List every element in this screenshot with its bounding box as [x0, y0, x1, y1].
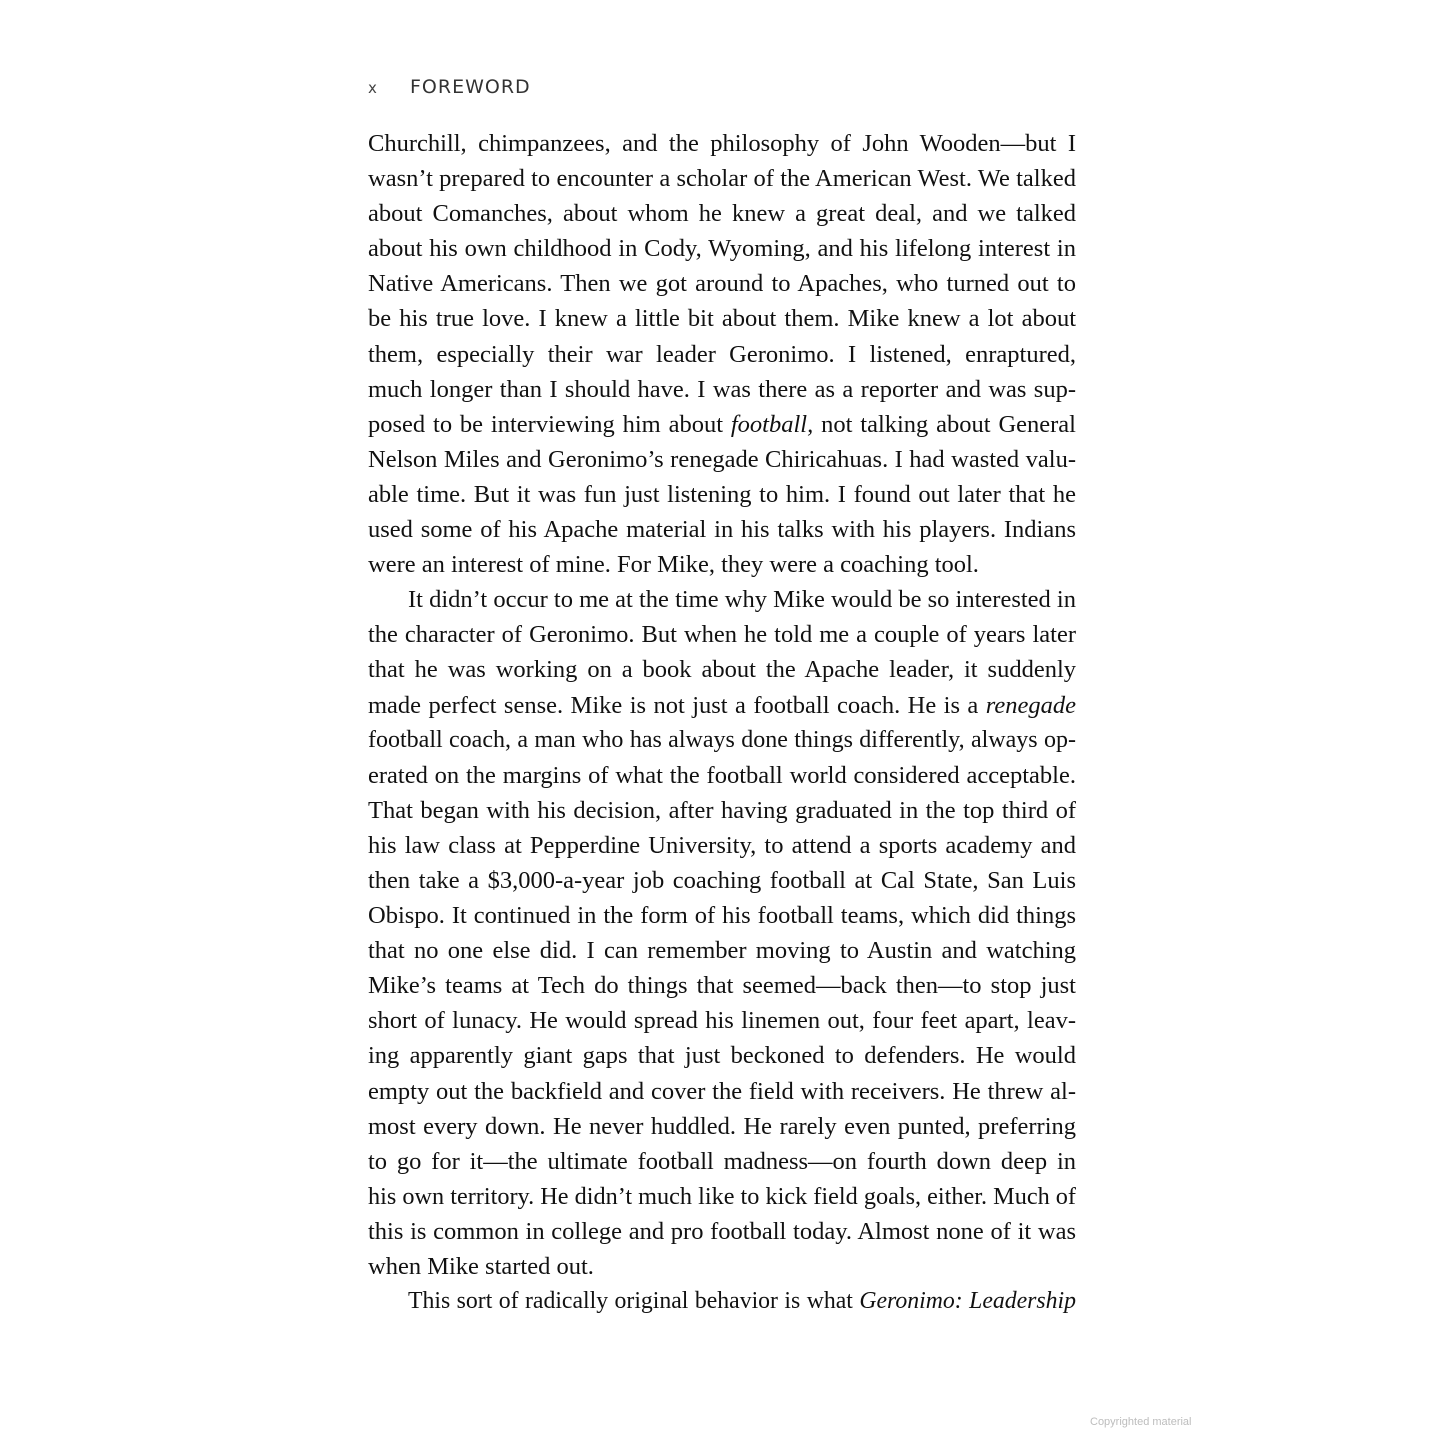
italic-text: Geronimo: Leadership — [859, 1288, 1076, 1315]
text-line: to go for it—the ultimate football madness—on fourth down deep in — [368, 1147, 1076, 1175]
text-line: Nelson Miles and Geronimo’s renegade Chiricahuas. I had wasted valu- — [368, 445, 1076, 473]
text-line: ing apparently giant gaps that just beckoned to defenders. He would — [368, 1042, 1076, 1070]
text-line: Mike’s teams at Tech do things that seemed—back then—to stop just — [368, 972, 1076, 1000]
text-line: wasn’t prepared to encounter a scholar of the American West. We talked — [368, 165, 1076, 193]
text-run: posed to be interviewing him about — [368, 410, 731, 438]
body-text — [368, 126, 1076, 1319]
copyright-notice: Copyrighted material — [1090, 1416, 1192, 1428]
text-line: Churchill, chimpanzees, and the philosophy of John Wooden—but I — [368, 130, 1076, 157]
section-title: FOREWORD — [410, 76, 531, 98]
text-run: This sort of radically original behavior is what — [408, 1288, 860, 1315]
text-line: short of lunacy. He would spread his linemen out, four feet apart, leav- — [368, 1007, 1076, 1035]
text-line: his law class at Pepperdine University, to attend a sports academy and — [368, 831, 1076, 859]
text-line: then take a $3,000-a-year job coaching football at Cal State, San Luis — [368, 866, 1076, 894]
text-line: used some of his Apache material in his talks with his players. Indians — [368, 516, 1076, 544]
text-run: not talking about General — [813, 410, 1076, 438]
text-line: football coach, a man who has always done things differently, always op- — [368, 726, 1076, 753]
text-line: them, especially their war leader Geronimo. I listened, enraptured, — [368, 340, 1076, 368]
text-line: Native Americans. Then we got around to Apaches, who turned out to — [368, 270, 1076, 298]
text-line: this is common in college and pro football today. Almost none of it was — [368, 1217, 1076, 1245]
running-head — [368, 76, 531, 102]
page-number: x — [368, 79, 378, 97]
text-line: were an interest of mine. For Mike, they were a coaching tool. — [368, 551, 979, 579]
text-line: that no one else did. I can remember moving to Austin and watching — [368, 937, 1076, 965]
text-line — [368, 1284, 1076, 1319]
text-line: able time. But it was fun just listening to him. I found out later that he — [368, 480, 1076, 508]
text-line — [368, 407, 1076, 442]
text-line: the character of Geronimo. But when he told me a couple of years later — [368, 621, 1076, 649]
text-line — [368, 688, 1076, 723]
text-line: most every down. He never huddled. He rarely even punted, preferring — [368, 1112, 1076, 1140]
text-line: much longer than I should have. I was there as a reporter and was sup- — [368, 375, 1076, 403]
italic-text: renegade — [985, 691, 1076, 719]
text-line: empty out the backfield and cover the field with receivers. He threw al- — [368, 1077, 1076, 1105]
italic-text: football, — [730, 410, 814, 438]
text-line: Obispo. It continued in the form of his football teams, which did things — [368, 902, 1076, 930]
text-line: erated on the margins of what the football world considered acceptable. — [368, 761, 1076, 789]
text-line: That began with his decision, after having graduated in the top third of — [368, 796, 1076, 824]
text-line: about his own childhood in Cody, Wyoming, and his lifelong interest in — [368, 235, 1076, 263]
text-line: It didn’t occur to me at the time why Mike would be so interested in — [408, 586, 1076, 614]
text-line: when Mike started out. — [368, 1253, 594, 1280]
text-line: that he was working on a book about the Apache leader, it suddenly — [368, 656, 1076, 684]
text-line: be his true love. I knew a little bit about them. Mike knew a lot about — [368, 305, 1076, 333]
text-line: about Comanches, about whom he knew a great deal, and we talked — [368, 200, 1076, 228]
text-line: his own territory. He didn’t much like to kick field goals, either. Much of — [368, 1182, 1076, 1210]
text-run: made perfect sense. Mike is not just a football coach. He is a — [368, 691, 986, 719]
